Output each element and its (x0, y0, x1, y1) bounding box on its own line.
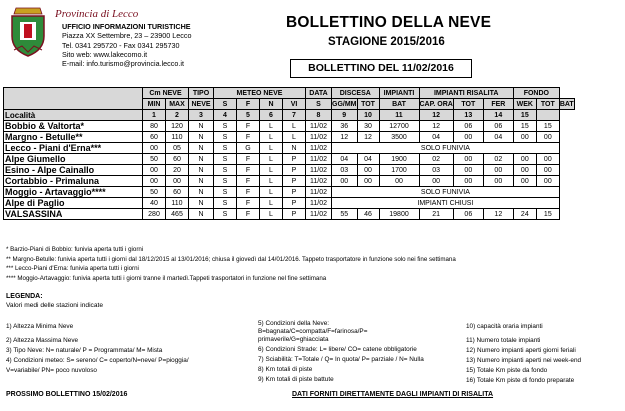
cap-header: CAP. ORA (419, 100, 453, 108)
table-cell: F (237, 187, 260, 198)
column-number: 3 (189, 110, 214, 121)
location-name: Cortabbio - Primaluna (4, 176, 143, 187)
table-row (4, 176, 575, 187)
table-cell: L (260, 198, 283, 209)
table-cell: 05 (166, 143, 189, 154)
season-title: STAGIONE 2015/2016 (328, 36, 445, 48)
table-row (4, 154, 575, 165)
table-row (4, 121, 575, 132)
s2-header: S (306, 99, 332, 110)
legend-subtitle: Valori medi delle stazioni indicate (6, 302, 104, 309)
table-cell: 06 (453, 209, 483, 220)
legend-item: 11) Numero totale impianti (466, 337, 541, 344)
table-cell: F (237, 154, 260, 165)
table-cell: 00 (513, 165, 536, 176)
table-cell: L (283, 132, 306, 143)
table-cell: S (214, 143, 237, 154)
table-cell: 03 (419, 165, 453, 176)
table-cell: 00 (453, 132, 483, 143)
table-cell: 00 (357, 165, 379, 176)
table-cell: S (214, 132, 237, 143)
legend-item: 12) Numero impianti aperti giorni feriali (466, 347, 576, 354)
table-cell: L (260, 187, 283, 198)
table-cell: F (237, 121, 260, 132)
table-cell: 50 (143, 187, 166, 198)
bat2-header: BAT (559, 100, 574, 108)
legend-col-3 (466, 322, 625, 386)
table-cell: 11/02 (306, 143, 332, 154)
table-cell: F (237, 209, 260, 220)
legend-item: primaverile/G=ghiacciata (258, 336, 329, 343)
table-row (4, 132, 575, 143)
column-number: 10 (357, 110, 379, 121)
location-name: Alpe di Paglio (4, 198, 143, 209)
n-header: N (260, 99, 283, 110)
table-cell: 00 (536, 176, 559, 187)
table-cell: L (260, 132, 283, 143)
table-cell: 80 (143, 121, 166, 132)
f-header: F (237, 99, 260, 110)
sub-header-row (4, 99, 575, 110)
table-cell: G (237, 143, 260, 154)
table-cell: S (214, 198, 237, 209)
table-cell: N (283, 143, 306, 154)
table-cell: S (214, 165, 237, 176)
location-name: Margno - Betulle** (4, 132, 143, 143)
table-cell: 60 (166, 187, 189, 198)
next-bulletin: PROSSIMO BOLLETTINO 15/02/2016 (6, 391, 128, 398)
table-cell: S (214, 187, 237, 198)
table-cell: L (260, 165, 283, 176)
legend-item: V=variabile/ PN= poco nuvoloso (6, 367, 97, 374)
table-cell: 02 (483, 154, 513, 165)
table-cell: P (283, 209, 306, 220)
descent-header: DISCESA (332, 88, 380, 99)
lifts-header: IMPIANTI (379, 88, 419, 99)
table-cell: F (237, 165, 260, 176)
table-cell: 00 (332, 176, 358, 187)
table-cell: 00 (513, 154, 536, 165)
table-cell: P (283, 187, 306, 198)
table-cell: L (260, 154, 283, 165)
table-cell: N (189, 143, 214, 154)
legend-item: 1) Altezza Minima Neve (6, 323, 74, 330)
tot-header: TOT (357, 99, 379, 110)
table-cell: 06 (453, 121, 483, 132)
footnote: * Barzio-Piani di Bobbio: funivia aperta tutti i giorni (6, 246, 144, 253)
table-row (4, 198, 575, 209)
neve-header: NEVE (189, 99, 214, 110)
table-cell: 00 (536, 132, 559, 143)
table-cell: L (260, 209, 283, 220)
table-cell: 19800 (379, 209, 419, 220)
page-title: BOLLETTINO DELLA NEVE (286, 14, 492, 31)
table-cell: 02 (419, 154, 453, 165)
table-cell: 00 (419, 176, 453, 187)
status-cell: SOLO FUNIVIA (332, 143, 560, 154)
table-cell: 465 (166, 209, 189, 220)
location-name: Lecco - Piani d'Erna*** (4, 143, 143, 154)
table-cell: 00 (453, 165, 483, 176)
table-cell: N (189, 132, 214, 143)
snow-table (3, 87, 575, 220)
table-cell: 00 (166, 176, 189, 187)
office-web[interactable]: Sito web: www.lakecomo.it (62, 49, 148, 59)
column-number: 13 (453, 110, 483, 121)
legend-item: 13) Numero impianti aperti nei week-end (466, 357, 582, 364)
table-cell: S (214, 176, 237, 187)
legend-item: 9) Km totali di piste battute (258, 376, 334, 383)
legend-item: 16) Totale Km piste di fondo preparate (466, 377, 575, 384)
table-cell: 00 (143, 165, 166, 176)
location-name: Bobbio & Valtorta* (4, 121, 143, 132)
footnote: ** Margno-Betulle: funivia aperta tutti i giorni dal 18/12/2015 al 13/01/2016; chiusa il giovedì dal 14/01/2016. Tappeto trasportatore in funzione solo nei fine settimana (6, 255, 456, 263)
legend-item: 4) Condizioni meteo: S= sereno/ C= coperto/N=neve/ P=pioggia/ (6, 357, 189, 364)
location-header: Località (4, 110, 143, 121)
legend-col-1 (6, 322, 246, 376)
vi-header: VI (283, 99, 306, 110)
office-phone: Tel. 0341 295720 - Fax 0341 295730 (62, 40, 180, 50)
table-cell: 00 (143, 176, 166, 187)
table-cell: P (283, 154, 306, 165)
table-cell: 3500 (379, 132, 419, 143)
legend-item: 3) Tipo Neve: N= naturale/ P = Programmata/ M= Mista (6, 347, 163, 354)
number-row (4, 110, 575, 121)
table-cell: 00 (143, 143, 166, 154)
table-cell: 110 (166, 198, 189, 209)
table-cell: 30 (357, 121, 379, 132)
table-cell: N (189, 209, 214, 220)
column-number: 6 (260, 110, 283, 121)
legend-item: 2) Altezza Massima Neve (6, 337, 79, 344)
column-number: 8 (306, 110, 332, 121)
table-cell: 120 (166, 121, 189, 132)
table-cell: 280 (143, 209, 166, 220)
table-cell: N (189, 154, 214, 165)
table-row (4, 209, 575, 220)
table-cell: 36 (332, 121, 358, 132)
column-number: 9 (332, 110, 358, 121)
s-header: S (214, 99, 237, 110)
table-cell: 11/02 (306, 176, 332, 187)
table-cell: 04 (357, 154, 379, 165)
table-cell: 11/02 (306, 165, 332, 176)
table-cell: 55 (332, 209, 358, 220)
table-cell: 24 (513, 209, 536, 220)
table-cell: 04 (332, 154, 358, 165)
table-cell: 12 (419, 121, 453, 132)
table-cell: N (189, 176, 214, 187)
office-email[interactable]: E-mail: info.turismo@provincia.lecco.it (62, 59, 184, 69)
table-cell: L (260, 121, 283, 132)
table-cell: N (189, 198, 214, 209)
legend-item: 8) Km totali di piste (258, 366, 313, 373)
table-cell: 11/02 (306, 198, 332, 209)
legend-title: LEGENDA: (6, 293, 43, 300)
location-name: VALSASSINA (4, 209, 143, 220)
status-cell: IMPIANTI CHIUSI (332, 198, 560, 209)
legend-item: 6) Condizioni Strade: L= libere/ CO= catene obbligatorie (258, 346, 417, 353)
column-number: 11 (379, 110, 419, 121)
table-cell: 00 (536, 154, 559, 165)
table-cell: S (214, 154, 237, 165)
table-cell: F (237, 176, 260, 187)
table-cell: P (283, 198, 306, 209)
min-header: MIN (143, 99, 166, 110)
fer-header: FER (483, 99, 513, 110)
table-cell: 21 (419, 209, 453, 220)
table-cell: L (260, 143, 283, 154)
table-cell: 00 (453, 176, 483, 187)
table-cell: 1900 (379, 154, 419, 165)
footnote: **** Moggio-Artavaggio: funivia aperta tutti i giorni tranne il martedì.Tappeti trasportatori in funzione nel fine settimana (6, 274, 327, 282)
table-cell: L (260, 176, 283, 187)
table-cell: 00 (536, 165, 559, 176)
max-header: MAX (166, 99, 189, 110)
table-cell: S (214, 209, 237, 220)
column-number: 5 (237, 110, 260, 121)
table-cell: 00 (513, 176, 536, 187)
table-cell: 1700 (379, 165, 419, 176)
bat-header: BAT (379, 99, 419, 110)
location-name: Moggio - Artavaggio**** (4, 187, 143, 198)
table-cell: 40 (143, 198, 166, 209)
table-cell: 60 (143, 132, 166, 143)
legend-item: 7) Sciabilità: T=Totale / Q= In quota/ P= parziale / N= Nulla (258, 356, 424, 363)
table-cell: 12700 (379, 121, 419, 132)
legend-col-2 (258, 320, 458, 384)
wek-header: WEK (513, 99, 536, 110)
column-number: 12 (419, 110, 453, 121)
column-number: 15 (513, 110, 536, 121)
province-name: Provincia di Lecco (55, 8, 139, 20)
legend-item: 15) Totale Km piste da fondo (466, 367, 548, 374)
date-sub-header: GG/MM (332, 100, 357, 108)
table-cell: 11/02 (306, 187, 332, 198)
table-row (4, 143, 575, 154)
location-name: Alpe Giumello (4, 154, 143, 165)
bulletin-date: BOLLETTINO DEL 11/02/2016 (290, 59, 472, 78)
table-cell: 110 (166, 132, 189, 143)
snow-cm-header: Cm NEVE (143, 88, 189, 99)
column-number (536, 110, 559, 121)
data-source: DATI FORNITI DIRETTAMENTE DAGLI IMPIANTI DI RISALITA (292, 391, 494, 398)
footnote: *** Lecco-Piani d'Erna: funivia aperta tutti i giorni (6, 265, 139, 273)
table-row (4, 187, 575, 198)
status-cell: SOLO FUNIVIA (332, 187, 560, 198)
table-cell: P (283, 165, 306, 176)
legend-item: B=bagnata/C=compatta/F=farinosa/P= (258, 328, 368, 335)
footnotes (6, 245, 456, 283)
office-address: Piazza XX Settembre, 23 – 23900 Lecco (62, 31, 192, 41)
table-cell: 00 (357, 176, 379, 187)
weather-header: METEO NEVE (214, 88, 306, 99)
table-cell: 00 (483, 176, 513, 187)
column-number: 2 (166, 110, 189, 121)
table-cell: 06 (483, 121, 513, 132)
table-cell: 11/02 (306, 209, 332, 220)
table-cell: F (237, 198, 260, 209)
table-cell: 00 (483, 165, 513, 176)
column-number: 7 (283, 110, 306, 121)
table-cell: L (283, 121, 306, 132)
table-cell: 03 (332, 165, 358, 176)
table-cell: F (237, 132, 260, 143)
table-cell: 20 (166, 165, 189, 176)
tot2-header: TOT (453, 99, 483, 110)
table-cell: 00 (453, 154, 483, 165)
group-header-row (4, 88, 575, 99)
table-cell: 04 (483, 132, 513, 143)
legend-item: 10) capacità oraria impianti (466, 323, 543, 330)
table-cell: N (189, 187, 214, 198)
table-cell: 15 (513, 121, 536, 132)
xc-header: FONDO (513, 88, 559, 99)
table-cell: P (283, 176, 306, 187)
table-cell: 46 (357, 209, 379, 220)
column-number: 1 (143, 110, 166, 121)
legend-item: 5) Condizioni della Neve: (258, 320, 330, 327)
table-cell: 04 (419, 132, 453, 143)
table-cell: S (214, 121, 237, 132)
table-cell: 15 (536, 121, 559, 132)
table-cell: N (189, 165, 214, 176)
column-number: 4 (214, 110, 237, 121)
table-cell: 00 (379, 176, 419, 187)
table-cell: 60 (166, 154, 189, 165)
table-cell: 15 (536, 209, 559, 220)
table-cell: 50 (143, 154, 166, 165)
table-cell: 12 (483, 209, 513, 220)
table-cell: N (189, 121, 214, 132)
table-cell: 00 (513, 132, 536, 143)
table-row (4, 165, 575, 176)
table-cell: 11/02 (306, 132, 332, 143)
table-cell: 12 (332, 132, 358, 143)
lifts-open-header: IMPIANTI RISALITA (419, 88, 513, 99)
coat-of-arms-icon (8, 6, 48, 58)
location-name: Esino - Alpe Cainallo (4, 165, 143, 176)
office-title: UFFICIO INFORMAZIONI TURISTICHE (62, 22, 191, 31)
tot3-header: TOT (536, 99, 559, 110)
column-number: 14 (483, 110, 513, 121)
date-header: DATA (306, 88, 332, 99)
table-cell: 11/02 (306, 121, 332, 132)
snow-type-header: TIPO (189, 88, 214, 99)
table-cell: 11/02 (306, 154, 332, 165)
office-info (62, 22, 191, 68)
table-cell: 12 (357, 132, 379, 143)
